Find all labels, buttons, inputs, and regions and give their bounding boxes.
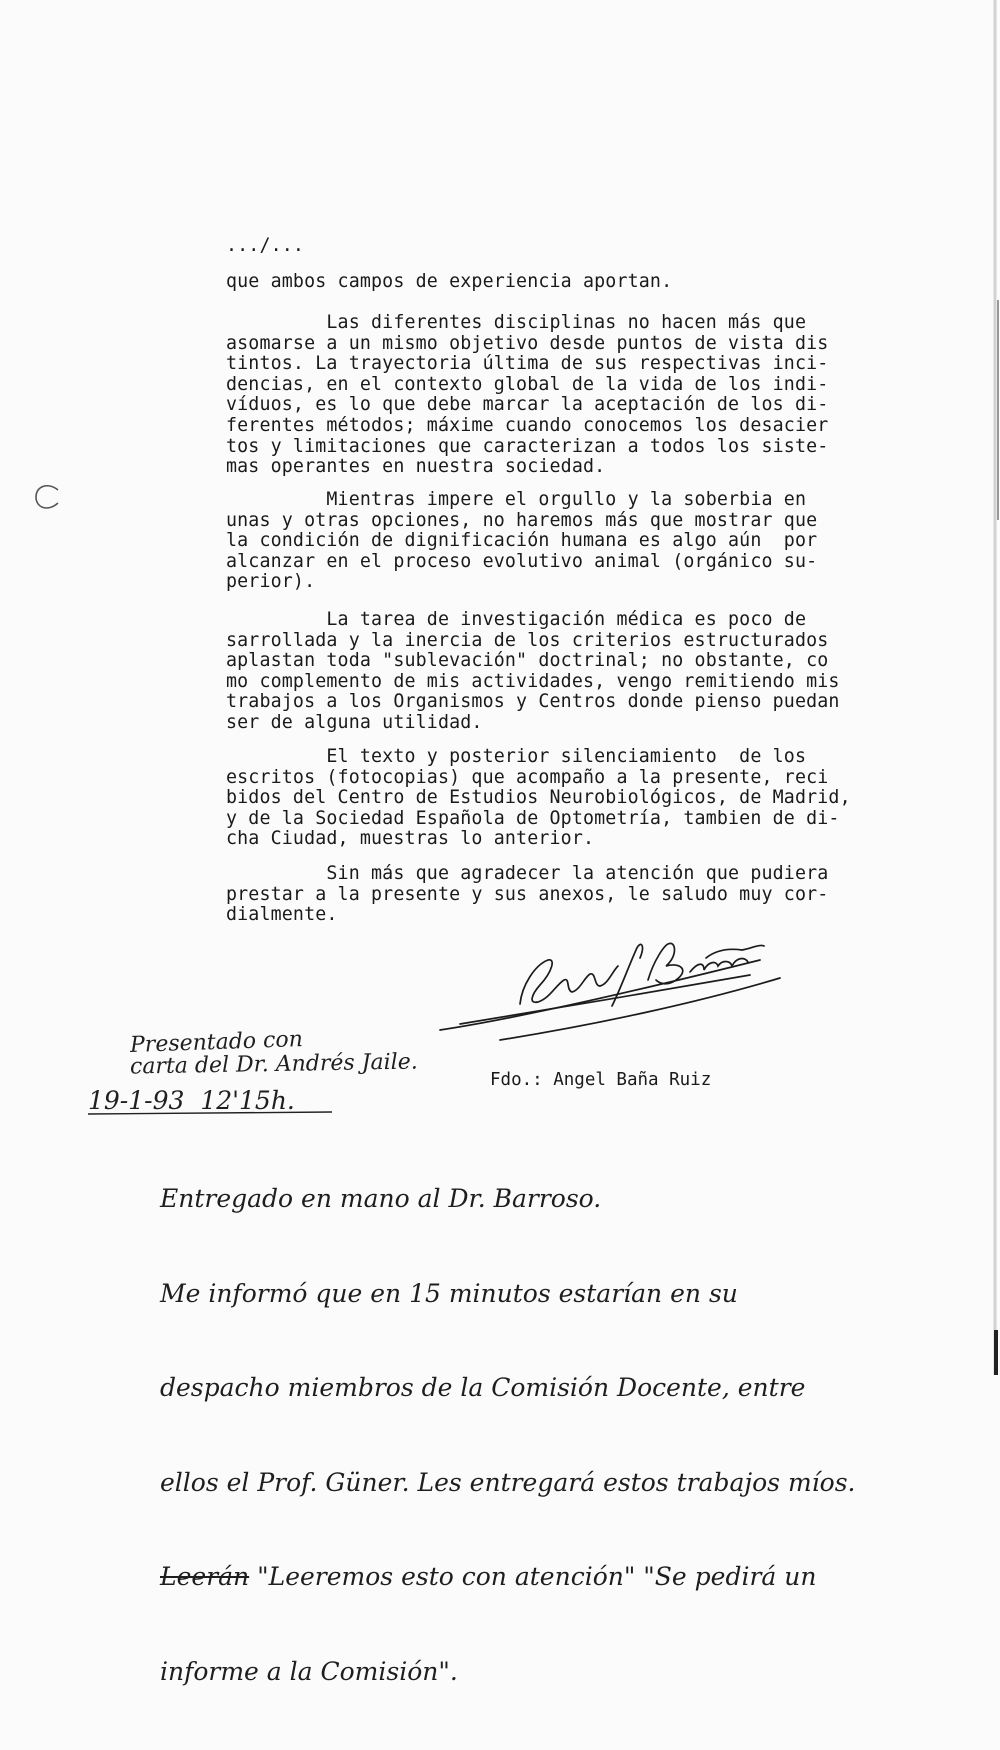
- handwritten-line: Entregado en mano al Dr. Barroso.: [160, 1184, 602, 1213]
- scan-edge-mark: [995, 0, 998, 1375]
- signed-by-line: Fdo.: Angel Baña Ruiz: [490, 1070, 712, 1090]
- struck-word: Leerán: [160, 1562, 250, 1591]
- paragraph-closing: Sin más que agradecer la atención que pudiera prestar a la presente y sus anexos, le saludo muy cor- dialmente.: [226, 863, 829, 926]
- opening-line: que ambos campos de experiencia aportan.: [226, 271, 673, 292]
- handwritten-note-line-1: Presentado con: [129, 1026, 304, 1059]
- continuation-mark: .../...: [226, 235, 305, 256]
- paragraph-photocopies: El texto y posterior silenciamiento de los escritos (fotocopias) que acompaño a la presente, reci bidos del Centro de Estudios Neurobiológicos, de Madrid, y de la Sociedad Española de Optometría, tambien de di- cha Ciudad, muestras lo anterior.: [226, 746, 851, 850]
- handwritten-line: ellos el Prof. Güner. Les entregará estos trabajos míos.: [160, 1467, 856, 1497]
- handwritten-line: informe a la Comisión".: [160, 1656, 458, 1686]
- handwritten-delivery-note: [160, 1120, 855, 1750]
- paragraph-disciplines: Las diferentes disciplinas no hacen más que asomarse a un mismo objetivo desde puntos de vista dis tintos. La trayectoria última de sus respectivas inci- dencias, en el contexto global de la vida de los indi- víduos, es lo que debe marcar la aceptación de los di- ferentes métodos; máxime cuando conocemos los desacier tos y limitaciones que caracterizan a todos los siste- mas operantes en nuestra sociedad.: [226, 312, 829, 478]
- paragraph-research: La tarea de investigación médica es poco de sarrollada y la inercia de los criterios estructurados aplastan toda "sublevación" doctrinal; no obstante, co mo complemento de mis actividades, vengo remitiendo mis trabajos a los Organismos y Centros donde pienso puedan ser de alguna utilidad.: [226, 609, 840, 733]
- handwritten-line: despacho miembros de la Comisión Docente, entre: [160, 1373, 806, 1402]
- handwritten-line: Me informó que en 15 minutos estarían en su: [160, 1278, 738, 1308]
- signature-image: [440, 943, 780, 1040]
- handwritten-quote: "Leeremos esto con atención" "Se pedirá un: [257, 1562, 817, 1591]
- handwritten-line-with-strike: [160, 1561, 855, 1593]
- handwritten-date-time: 19-1-93 12'15h.: [88, 1086, 295, 1115]
- paragraph-pride: Mientras impere el orgullo y la soberbia en unas y otras opciones, no haremos más que mostrar que la condición de dignificación humana es algo aún por alcanzar en el proceso evolutivo animal (orgánico su- perior).: [226, 489, 818, 593]
- handwritten-note-line-2: carta del Dr. Andrés Jaile.: [129, 1049, 418, 1080]
- hole-punch-icon: [36, 486, 58, 508]
